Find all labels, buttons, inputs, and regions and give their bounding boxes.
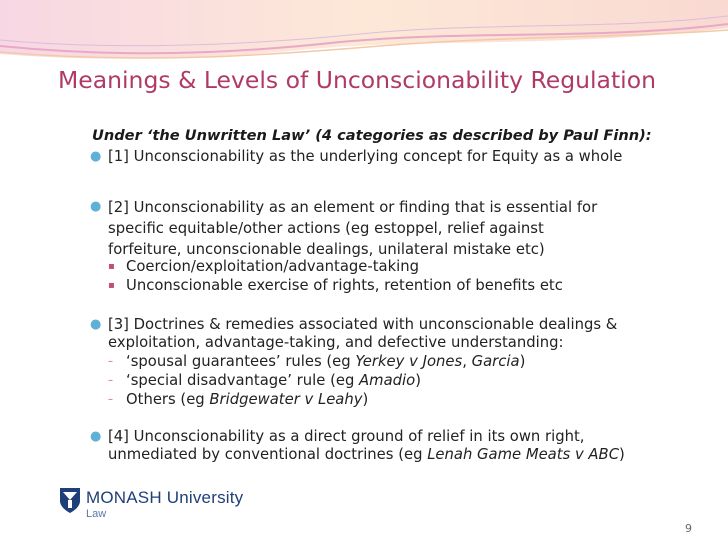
sub-text-pre: Others (eg (126, 391, 210, 408)
case-name: Lenah Game Meats v ABC (427, 446, 620, 463)
bullet-3-sub-3 (108, 390, 368, 410)
bullet-3-sub-1 (108, 352, 525, 372)
page-number: 9 (685, 522, 692, 535)
sub-text-pre: ‘special disadvantage’ rule (eg (126, 372, 360, 389)
bullet-2-text: [2] Unconscionability as an element or finding that is essential for specific equitable/other actions (eg estoppel, relief against forfeiture, unconscionable dealings, unilateral mistake etc) (108, 199, 598, 258)
sub-text-pre: ‘spousal guarantees’ rules (eg (126, 353, 356, 370)
bullet-marker-icon: ● (90, 317, 102, 332)
bullet-marker-icon: ● (90, 199, 102, 214)
dash-icon: – (108, 356, 113, 367)
bullet-1 (90, 147, 668, 167)
logo-text: MONASH University (86, 488, 244, 507)
bullet-2-sub-2 (108, 276, 563, 296)
sub-text-post: ) (362, 391, 369, 408)
dash-icon: – (108, 375, 113, 386)
bullet-4 (90, 428, 653, 464)
bullet-marker-icon: ● (90, 429, 102, 444)
slide-title: Meanings & Levels of Unconscionability Regulation (58, 66, 656, 94)
dash-icon: – (108, 394, 113, 405)
sub-bullet-icon: ▪ (108, 280, 115, 291)
sub-bullet-text: Unconscionable exercise of rights, retention of benefits etc (126, 277, 563, 294)
bullet-2-sub-1 (108, 257, 419, 277)
bullet-3 (90, 316, 653, 352)
bullet-1-text: [1] Unconscionability as the underlying concept for Equity as a whole (108, 148, 623, 165)
bullet-3-text: [3] Doctrines & remedies associated with unconscionable dealings & exploitation, advantage-taking, and defective understanding: (108, 316, 618, 351)
case-name: Bridgewater v Leahy (209, 391, 363, 408)
sub-bullet-text: Coercion/exploitation/advantage-taking (126, 258, 420, 275)
sub-bullet-icon: ▪ (108, 261, 115, 272)
subheading: Under ‘the Unwritten Law’ (4 categories as described by Paul Finn): (92, 127, 652, 144)
bullet-4-text (108, 428, 653, 464)
bullet-marker-icon: ● (90, 149, 102, 164)
sub-text-post: ) (519, 353, 526, 370)
bullet-3-sub-2 (108, 371, 421, 391)
sub-text-post: ) (415, 372, 421, 389)
shield-icon (58, 486, 82, 514)
logo-sub: Law (86, 508, 107, 520)
bullet-2 (90, 197, 618, 260)
bullet-4-text-pre: [4] Unconscionability as a direct ground of relief in its own right, unmediated by conventional doctrines (eg (108, 428, 585, 463)
bullet-4-text-post: ) (619, 446, 625, 463)
case-name: Yerkey v Jones (355, 353, 463, 370)
sub-text-mid: , (462, 353, 472, 370)
case-name: Garcia (471, 353, 520, 370)
case-name: Amadio (359, 372, 416, 389)
header-banner (0, 0, 728, 72)
